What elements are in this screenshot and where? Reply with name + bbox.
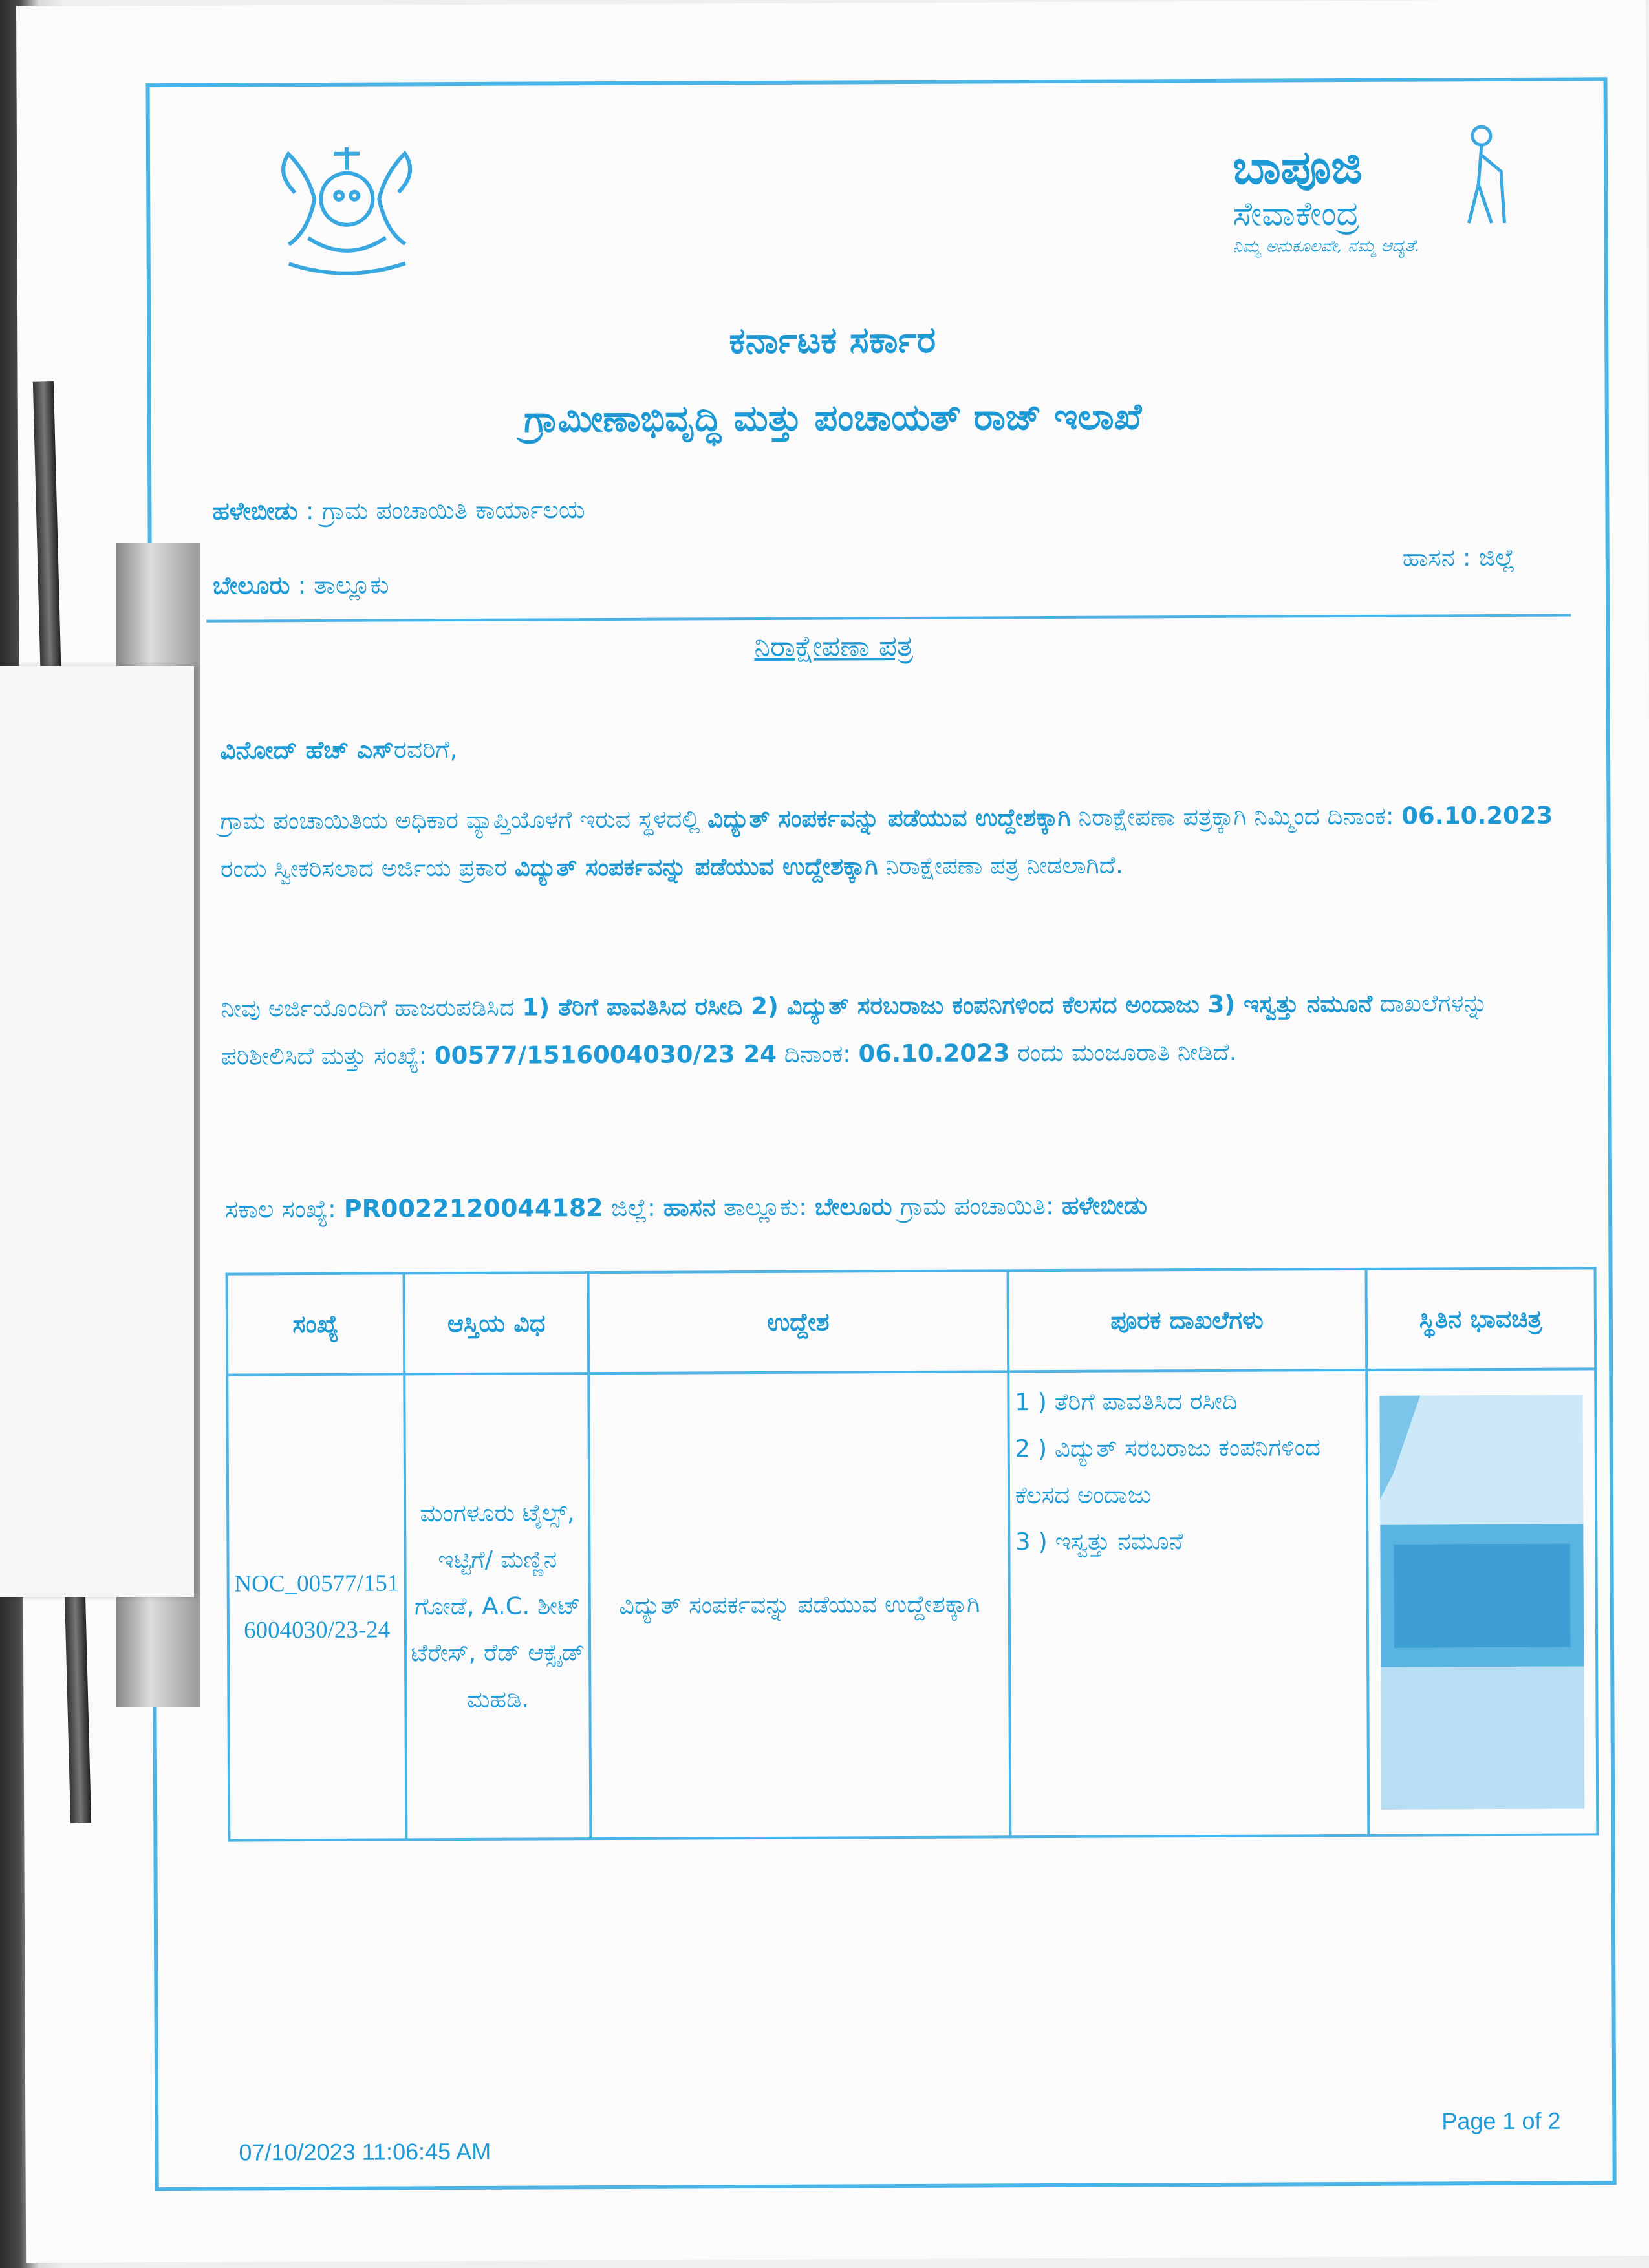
sakala-taluk-label: ತಾಲ್ಲೂಕು: [715, 1192, 815, 1222]
sakala-gp: ಹಳೇಬೀಡು [1061, 1191, 1148, 1220]
office-line [212, 495, 585, 526]
sakala-district-label: ಜಿಲ್ಲೆ: [603, 1193, 663, 1223]
para1-text-2: ನಿರಾಕ್ಷೇಪಣಾ ಪತ್ರಕ್ಕಾಗಿ ನಿಮ್ಮಿಂದ ದಿನಾಂಕ: [1070, 802, 1402, 831]
header-property-type: ಆಸ್ತಿಯ ವಿಧ [404, 1272, 588, 1374]
para1-bold-2: ವಿದ್ಯುತ್ ಸಂಪರ್ಕವನ್ನು ಪಡೆಯುವ ಉದ್ದೇಶಕ್ಕಾಗಿ [514, 852, 878, 882]
salutation-suffix: ರವರಿಗೆ, [393, 735, 458, 764]
para2-text-4: ರಂದು ಮಂಜೂರಾತಿ ನೀಡಿದೆ. [1009, 1038, 1237, 1067]
sakala-taluk: ಬೇಲೂರು [814, 1192, 892, 1221]
gandhi-figure-icon [1446, 120, 1518, 230]
para2-documents: 1) ತೆರಿಗೆ ಪಾವತಿಸಿದ ರಸೀದಿ 2) ವಿದ್ಯುತ್ ಸರಬರಾಜು ಕಂಪನಿಗಳಿಂದ ಕೆಲಸದ ಅಂದಾಜು 3) ಇಸ್ವತ್ತು ನಮೂನೆ [522, 989, 1373, 1022]
property-type: ಮಂಗಳೂರು ಟೈಲ್ಸ್, ಇಟ್ಟಿಗೆ/ ಮಣ್ಣಿನ ಗೋಡೆ, A.C. ಶೀಟ್ ಟೆರೇಸ್, ರೆಡ್ ಆಕ್ಸೈಡ್ ಮಹಡಿ. [405, 1373, 591, 1839]
site-photo [1379, 1395, 1584, 1809]
sakala-district: ಹಾಸನ [663, 1193, 717, 1222]
paragraph-approval [221, 979, 1567, 1081]
para1-bold-1: ವಿದ್ಯುತ್ ಸಂಪರ್ಕವನ್ನು ಪಡೆಯುವ ಉದ್ದೇಶಕ್ಕಾಗಿ [707, 803, 1071, 833]
document-item: 2 ) ವಿದ್ಯುತ್ ಸರಬರಾಜು ಕಂಪನಿಗಳಿಂದ ಕೆಲಸದ ಅಂದಾಜು [1015, 1433, 1321, 1510]
document-sheet [16, 0, 1649, 2263]
taluk-line [213, 570, 389, 600]
taluk-name: ಬೇಲೂರು [212, 571, 290, 600]
document-item: 1 ) ತೆರಿಗೆ ಪಾವತಿಸಿದ ರಸೀದಿ [1015, 1387, 1238, 1417]
para2-text-3: ದಿನಾಂಕ: [776, 1040, 859, 1068]
building-photo-icon [1379, 1395, 1584, 1809]
office-place: ಹಳೇಬೀಡು [212, 497, 298, 526]
para1-date: 06.10.2023 [1401, 801, 1553, 830]
header-photo: ಸ್ಥಿತಿನ ಭಾವಚಿತ್ರ [1366, 1268, 1595, 1370]
document-item: 3 ) ಇಸ್ವತ್ತು ನಮೂನೆ [1015, 1527, 1183, 1556]
table-row [227, 1369, 1597, 1840]
para1-text-1: ಗ್ರಾಮ ಪಂಚಾಯಿತಿಯ ಅಧಿಕಾರ ವ್ಯಾಪ್ತಿಯೊಳಗೆ ಇರುವ ಸ್ಥಳದಲ್ಲಿ [220, 805, 708, 835]
taluk-label: : ತಾಲ್ಲೂಕು [290, 570, 389, 600]
salutation [220, 735, 458, 765]
header-documents: ಪೂರಕ ದಾಖಲೆಗಳು [1008, 1269, 1366, 1371]
logo-tagline: ನಿಮ್ಮ ಅನುಕೂಲವೇ, ನಮ್ಮ ಆದ್ಯತೆ. [1233, 236, 1421, 257]
document-subject: ನಿರಾಕ್ಷೇಪಣಾ ಪತ್ರ [754, 629, 914, 664]
government-title: ಕರ್ನಾಟಕ ಸರ್ಕಾರ [729, 319, 936, 363]
karnataka-emblem-icon [250, 134, 444, 290]
documents-list [1008, 1370, 1368, 1837]
table-header-row [227, 1268, 1596, 1375]
sakala-number: PR0022120044182 [343, 1193, 603, 1223]
paragraph-application [220, 792, 1566, 893]
page-number: Page 1 of 2 [1441, 2107, 1561, 2135]
sakala-label: ಸಕಾಲ ಸಂಖ್ಯೆ: [225, 1194, 344, 1224]
para2-text-2: ದಾಖಲೆಗಳನ್ನು ಪರಿಶೀಲಿಸಿದೆ ಮತ್ತು ಸಂಖ್ಯೆ: [221, 989, 1488, 1071]
bapuji-logo [1233, 113, 1524, 276]
para2-number: 00577/1516004030/23 24 [434, 1040, 777, 1070]
para2-text-1: ನೀವು ಅರ್ಜಿಯೊಂದಿಗೆ ಹಾಜರುಪಡಿಸಿದ [221, 993, 523, 1023]
recipient-name: ವಿನೋದ್ ಹೆಚ್ ಎಸ್ [219, 735, 394, 765]
site-photo-cell [1366, 1369, 1598, 1835]
district-line: ಹಾಸನ : ಜಿಲ್ಲೆ [1402, 542, 1516, 572]
office-label: : ಗ್ರಾಮ ಪಂಚಾಯಿತಿ ಕಾರ್ಯಾಲಯ [297, 495, 585, 526]
sakala-line [225, 1191, 1147, 1224]
para2-date: 06.10.2023 [858, 1039, 1010, 1068]
logo-subtitle: ಸೇವಾಕೇಂದ್ರ [1233, 194, 1360, 234]
para1-text-3: ರಂದು ಸ್ವೀಕರಿಸಲಾದ ಅರ್ಜಿಯ ಪ್ರಕಾರ [220, 853, 515, 883]
noc-table [226, 1267, 1599, 1841]
para1-text-4: ನಿರಾಕ್ಷೇಪಣಾ ಪತ್ರ ನೀಡಲಾಗಿದೆ. [878, 851, 1123, 881]
purpose: ವಿದ್ಯುತ್ ಸಂಪರ್ಕವನ್ನು ಪಡೆಯುವ ಉದ್ದೇಶಕ್ಕಾಗಿ [588, 1371, 1010, 1839]
header-purpose: ಉದ್ದೇಶ [588, 1270, 1008, 1373]
sakala-gp-label: ಗ್ರಾಮ ಪಂಚಾಯಿತಿ: [892, 1191, 1062, 1221]
print-timestamp: 07/10/2023 11:06:45 AM [239, 2137, 491, 2166]
noc-number: NOC_00577/1516004030/23-24 [227, 1374, 407, 1840]
department-title: ಗ್ರಾಮೀಣಾಭಿವೃದ್ಧಿ ಮತ್ತು ಪಂಚಾಯತ್ ರಾಜ್ ಇಲಾಖೆ [523, 396, 1142, 441]
paper-strip [0, 666, 194, 1597]
header-number: ಸಂಖ್ಯೆ [227, 1273, 405, 1375]
logo-title: ಬಾಪೂಜಿ [1232, 139, 1363, 195]
